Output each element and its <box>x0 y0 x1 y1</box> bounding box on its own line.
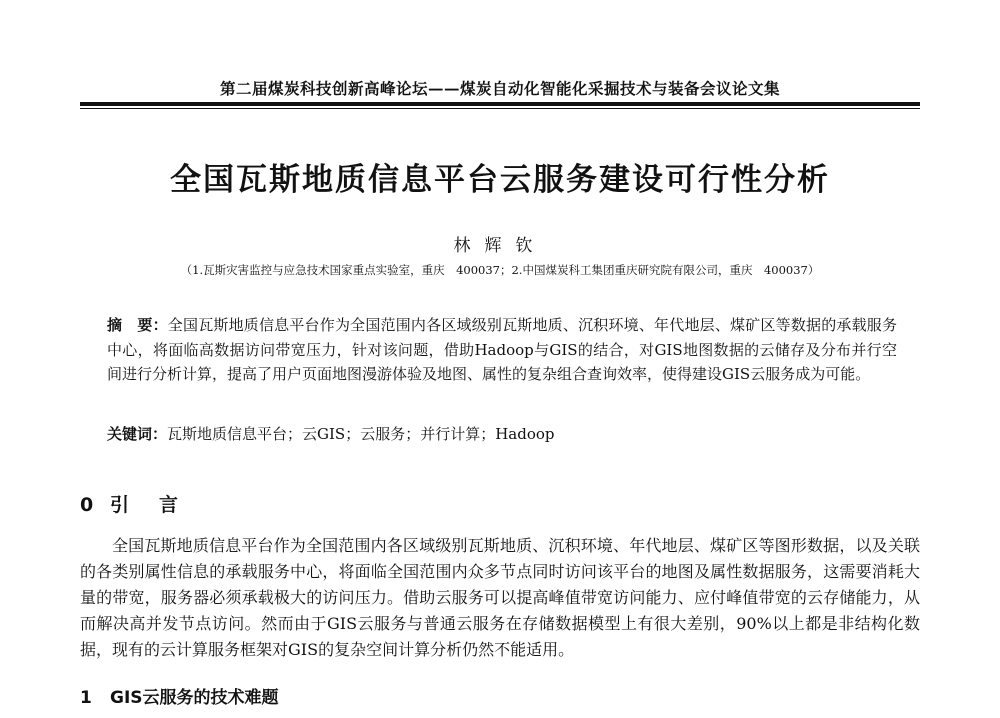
section-1-number: 1 <box>80 688 92 708</box>
section-0-heading <box>80 492 208 518</box>
abstract-text: 全国瓦斯地质信息平台作为全国范围内各区域级别瓦斯地质、沉积环境、年代地层、煤矿区等数据的承载服务中心，将面临高数据访问带宽压力，针对该问题，借助Hadoop与GIS的结合，对GIS地图数据的云储存及分布并行空间进行分析计算，提高了用户页面地图漫游体验及地图、属性的复杂组合查询效率，使得建设GIS云服务成为可能。 <box>107 316 897 383</box>
paper-affiliation: （1.瓦斯灾害监控与应急技术国家重点实验室，重庆 400037；2.中国煤炭科工集团重庆研究院有限公司，重庆 400037） <box>180 263 820 277</box>
section-0-number: 0 <box>80 494 94 516</box>
abstract-label: 摘 要： <box>107 316 168 334</box>
section-0-paragraph: 全国瓦斯地质信息平台作为全国范围内各区域级别瓦斯地质、沉积环境、年代地层、煤矿区等图形数据，以及关联的各类别属性信息的承载服务中心，将面临全国范围内众多节点同时访问该平台的地图及属性数据服务，这需要消耗大量的带宽，服务器必须承载极大的访问压力。借助云服务可以提高峰值带宽访问能力、应付峰值带宽的云存储能力，从而解决高并发节点访问。然而由于GIS云服务与普通云服务在存储数据模型上有很大差别，90%以上都是非结构化数据，现有的云计算服务框架对GIS的复杂空间计算分析仍然不能适用。 <box>80 536 920 659</box>
keywords-text: 瓦斯地质信息平台；云GIS；云服务；并行计算；Hadoop <box>167 425 555 443</box>
abstract <box>107 313 897 387</box>
header-rule-thick <box>80 102 920 106</box>
keywords-label: 关键词： <box>107 425 168 443</box>
section-1-title: GIS云服务的技术难题 <box>110 688 279 708</box>
paper-title: 全国瓦斯地质信息平台云服务建设可行性分析 <box>170 162 830 198</box>
section-0-title: 引言 <box>110 494 209 516</box>
paper-author: 林辉钦 <box>453 236 547 256</box>
section-1-heading <box>80 686 279 710</box>
header-rule-thin <box>80 108 920 109</box>
keywords <box>107 423 897 445</box>
running-header: 第二届煤炭科技创新高峰论坛——煤炭自动化智能化采掘技术与装备会议论文集 <box>219 79 780 98</box>
